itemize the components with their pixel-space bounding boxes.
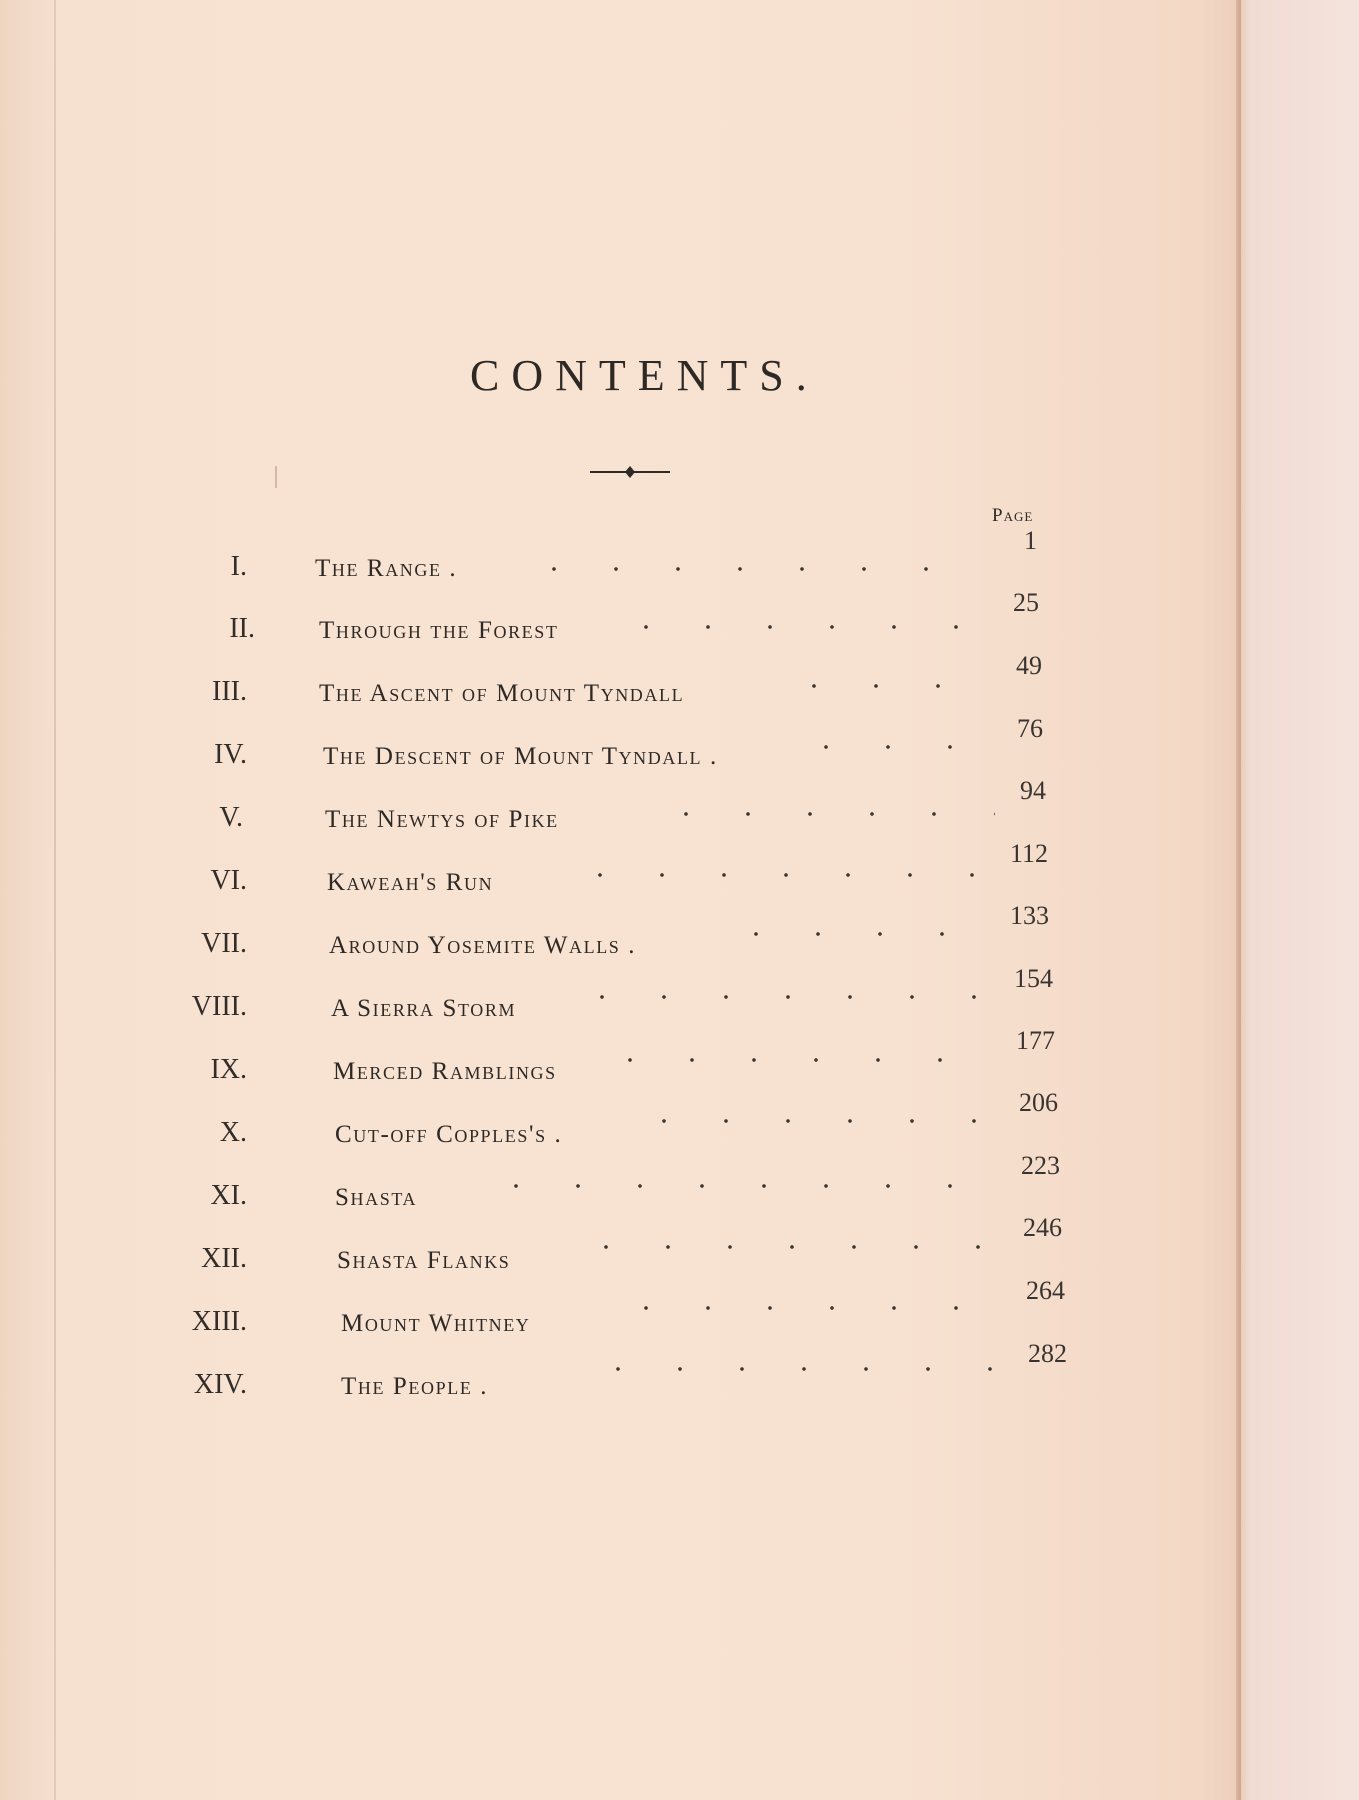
page-number: 264 [1026,1276,1065,1305]
dot-leader [569,873,989,877]
dot-leader [575,1245,1005,1249]
page-column-label: Page [992,505,1034,526]
dot-leader [633,1119,1003,1123]
toc-entry [201,1243,995,1283]
chapter-title: Merced Ramblings [333,1058,557,1085]
toc-entry [210,1180,995,1220]
dot-leader [615,1306,995,1310]
chapter-numeral: IV. [214,739,247,770]
page-number: 25 [1013,588,1039,617]
chapter-numeral: XI. [210,1180,247,1211]
toc-entry [215,739,995,779]
page-number: 223 [1021,1151,1060,1180]
chapter-title: Cut-off Copples's . [335,1121,563,1148]
dot-leader [655,812,995,816]
chapter-numeral: III. [212,676,247,707]
dot-leader [523,567,983,571]
toc-entry [210,865,995,905]
chapter-numeral: XIV. [193,1369,247,1400]
chapter-title: Around Yosemite Walls . [329,932,637,959]
chapter-title: The Descent of Mount Tyndall . [323,743,718,770]
page-number: 282 [1028,1339,1067,1368]
toc-entry [215,1117,995,1157]
page-number: 206 [1019,1088,1058,1117]
dot-leader [485,1184,1005,1188]
dot-leader [599,1058,999,1062]
toc-entry [193,1369,995,1409]
chapter-numeral: IX. [210,1054,247,1085]
page-number: 154 [1014,964,1053,993]
chapter-title: A Sierra Storm [331,995,517,1022]
chapter-title: Shasta [335,1184,418,1211]
chapter-title: The Newtys of Pike [325,806,559,833]
chapter-numeral: I. [230,551,247,582]
dot-leader [725,932,985,936]
page-number: 177 [1016,1026,1055,1055]
page-number: 246 [1023,1213,1062,1242]
page-number: 94 [1020,776,1046,805]
page-number: 76 [1017,714,1043,743]
dot-leader [783,684,983,688]
chapter-title: Through the Forest [319,617,559,644]
page-number: 112 [1010,839,1049,868]
dot-leader [795,745,965,749]
chapter-title: Kaweah's Run [327,869,494,896]
chapter-title: The People . [341,1373,489,1400]
toc-entry [215,613,995,653]
chapter-numeral: X. [219,1117,247,1148]
toc-entry [215,551,995,591]
chapter-numeral: VII. [201,928,247,959]
toc-entry [191,991,995,1031]
page-number: 49 [1016,651,1042,680]
toc-entry [212,676,995,716]
chapter-numeral: II. [229,613,255,644]
dot-leader [587,1367,997,1371]
dot-leader [571,995,991,999]
chapter-title: The Range . [315,555,458,582]
chapter-numeral: V. [219,802,243,833]
toc-entry [191,1306,995,1346]
chapter-numeral: XII. [201,1243,247,1274]
chapter-title: The Ascent of Mount Tyndall [319,680,685,707]
dot-leader [615,625,965,629]
page-number: 1 [1024,526,1037,555]
toc-entry [215,802,995,842]
chapter-numeral: XIII. [191,1306,247,1337]
chapter-title: Shasta Flanks [337,1247,511,1274]
chapter-numeral: VI. [210,865,247,896]
toc-entry [210,1054,995,1094]
chapter-title: Mount Whitney [341,1310,531,1337]
chapter-numeral: VIII. [191,991,247,1022]
page-number: 133 [1010,901,1049,930]
toc-entry [201,928,995,968]
contents-heading: CONTENTS. [470,351,819,400]
